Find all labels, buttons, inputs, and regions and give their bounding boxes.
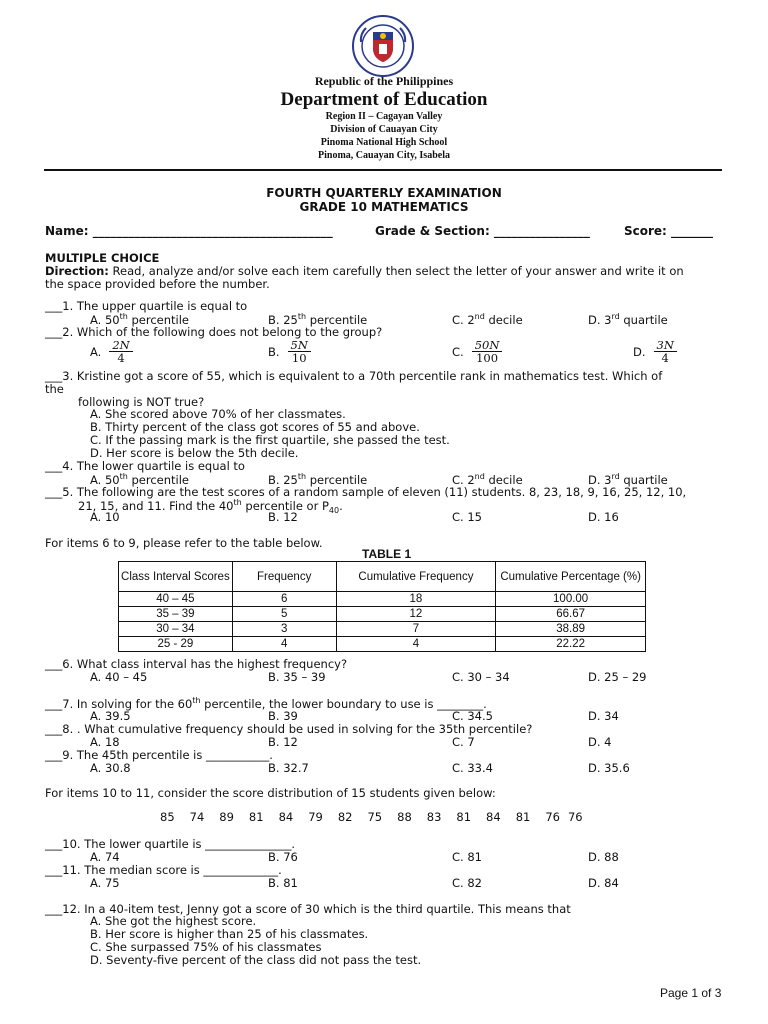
header-division: Division of Cauayan City bbox=[330, 124, 438, 135]
q8-choice-a[interactable]: A. 18 bbox=[90, 735, 120, 749]
q1-choice-c[interactable]: C. 2nd decile bbox=[452, 312, 523, 327]
question-3-stem-3: following is NOT true? bbox=[78, 395, 205, 409]
grade-section-field[interactable]: Grade & Section: ________________ bbox=[375, 224, 590, 238]
deped-seal-emblem bbox=[346, 14, 420, 78]
question-6-stem: ___6. What class interval has the highest frequency? bbox=[45, 657, 348, 671]
q6-choice-d[interactable]: D. 25 – 29 bbox=[588, 670, 647, 684]
header-republic: Republic of the Philippines bbox=[314, 74, 454, 88]
q5-choice-c[interactable]: C. 15 bbox=[452, 510, 482, 524]
score-value: 81 bbox=[456, 810, 472, 824]
frequency-table bbox=[118, 561, 646, 652]
q9-choice-b[interactable]: B. 32.7 bbox=[268, 761, 309, 775]
section-heading: MULTIPLE CHOICE bbox=[45, 251, 160, 265]
q6-choice-b[interactable]: B. 35 – 39 bbox=[268, 670, 326, 684]
deped-seal bbox=[346, 14, 420, 78]
q6-choice-c[interactable]: C. 30 – 34 bbox=[452, 670, 510, 684]
q10-choice-d[interactable]: D. 88 bbox=[588, 850, 619, 864]
q8-choice-d[interactable]: D. 4 bbox=[588, 735, 612, 749]
q12-choice-b[interactable]: B. Her score is higher than 25 of his classmates. bbox=[90, 927, 369, 941]
q8-choice-b[interactable]: B. 12 bbox=[268, 735, 298, 749]
score-value: 75 bbox=[367, 810, 383, 824]
table-row: 35 – 39 5 12 66.67 bbox=[119, 607, 646, 622]
q3-choice-b[interactable]: B. Thirty percent of the class got scores of 55 and above. bbox=[90, 420, 420, 434]
question-2-stem: ___2. Which of the following does not belong to the group? bbox=[45, 325, 383, 339]
q11-choice-a[interactable]: A. 75 bbox=[90, 876, 120, 890]
score-value: 76 bbox=[567, 810, 583, 824]
score-value: 83 bbox=[426, 810, 442, 824]
q11-choice-b[interactable]: B. 81 bbox=[268, 876, 298, 890]
table-caption: TABLE 1 bbox=[362, 547, 412, 561]
question-9-stem: ___9. The 45th percentile is ___________. bbox=[45, 748, 273, 762]
table-row: 30 – 34 3 7 38.89 bbox=[119, 622, 646, 637]
q7-choice-b[interactable]: B. 39 bbox=[268, 709, 298, 723]
table-intro: For items 6 to 9, please refer to the table below. bbox=[45, 536, 323, 550]
question-4-stem: ___4. The lower quartile is equal to bbox=[45, 459, 245, 473]
q4-choice-b[interactable]: B. 25th percentile bbox=[268, 472, 368, 487]
q5-choice-b[interactable]: B. 12 bbox=[268, 510, 298, 524]
q3-choice-c[interactable]: C. If the passing mark is the first quartile, she passed the test. bbox=[90, 433, 450, 447]
question-8-stem: ___8. . What cumulative frequency should be used in solving for the 35th percentile? bbox=[45, 722, 533, 736]
score-value: 88 bbox=[397, 810, 412, 824]
table-header-cell: Cumulative Frequency bbox=[336, 562, 496, 592]
q9-choice-d[interactable]: D. 35.6 bbox=[588, 761, 630, 775]
question-5-stem: ___5. The following are the test scores of a random sample of eleven (11) students. 8, 23, 18, 9, 16, 25, 12, 10, bbox=[45, 485, 687, 499]
direction-line-2: the space provided before the number. bbox=[45, 277, 270, 291]
scores-intro: For items 10 to 11, consider the score distribution of 15 students given below: bbox=[45, 786, 496, 800]
q3-choice-d[interactable]: D. Her score is below the 5th decile. bbox=[90, 446, 299, 460]
q9-choice-a[interactable]: A. 30.8 bbox=[90, 761, 131, 775]
q9-choice-c[interactable]: C. 33.4 bbox=[452, 761, 493, 775]
q5-choice-a[interactable]: A. 10 bbox=[90, 510, 120, 524]
q10-choice-b[interactable]: B. 76 bbox=[268, 850, 298, 864]
exam-title: FOURTH QUARTERLY EXAMINATION bbox=[266, 186, 502, 200]
direction-line-1: Direction: Read, analyze and/or solve each item carefully then select the letter of your answer and write it on bbox=[45, 264, 684, 278]
table-row: 40 – 45 6 18 100.00 bbox=[119, 592, 646, 607]
score-value: 89 bbox=[219, 810, 234, 824]
header-divider bbox=[44, 169, 722, 171]
q11-choice-c[interactable]: C. 82 bbox=[452, 876, 482, 890]
question-7-stem: ___7. In solving for the 60th percentile, the lower boundary to use is ________. bbox=[45, 696, 487, 711]
score-value: 84 bbox=[278, 810, 294, 824]
score-value: 74 bbox=[189, 810, 205, 824]
table-header-cell: Class Interval Scores bbox=[119, 562, 233, 592]
q4-choice-d[interactable]: D. 3rd quartile bbox=[588, 472, 668, 487]
table-header-cell: Cumulative Percentage (%) bbox=[496, 562, 646, 592]
exam-subject: GRADE 10 MATHEMATICS bbox=[299, 200, 469, 214]
score-value: 79 bbox=[308, 810, 323, 824]
q12-choice-c[interactable]: C. She surpassed 75% of his classmates bbox=[90, 940, 322, 954]
q1-choice-a[interactable]: A. 50th percentile bbox=[90, 312, 189, 327]
question-1-stem: ___1. The upper quartile is equal to bbox=[45, 299, 248, 313]
score-value: 81 bbox=[248, 810, 264, 824]
q3-choice-a[interactable]: A. She scored above 70% of her classmates. bbox=[90, 407, 346, 421]
question-12-stem: ___12. In a 40-item test, Jenny got a score of 30 which is the third quartile. This means that bbox=[45, 902, 571, 916]
header-region: Region II – Cagayan Valley bbox=[325, 111, 443, 122]
q2-choice-b[interactable]: B. $\frac{5N}{10}$ bbox=[268, 339, 311, 364]
score-value: 82 bbox=[337, 810, 353, 824]
q7-choice-c[interactable]: C. 34.5 bbox=[452, 709, 493, 723]
q2-choice-a[interactable]: A. $\frac{2N}{4}$ bbox=[90, 339, 133, 364]
header-address: Pinoma, Cauayan City, Isabela bbox=[318, 150, 450, 161]
q4-choice-a[interactable]: A. 50th percentile bbox=[90, 472, 189, 487]
q1-choice-d[interactable]: D. 3rd quartile bbox=[588, 312, 668, 327]
table-header-cell: Frequency bbox=[232, 562, 336, 592]
q12-choice-a[interactable]: A. She got the highest score. bbox=[90, 914, 257, 928]
q7-choice-a[interactable]: A. 39.5 bbox=[90, 709, 131, 723]
header-department: Department of Education bbox=[280, 89, 488, 110]
q7-choice-d[interactable]: D. 34 bbox=[588, 709, 619, 723]
q10-choice-c[interactable]: C. 81 bbox=[452, 850, 482, 864]
q8-choice-c[interactable]: C. 7 bbox=[452, 735, 475, 749]
score-value: 76 bbox=[545, 810, 560, 824]
score-value: 81 bbox=[515, 810, 531, 824]
question-11-stem: ___11. The median score is _____________. bbox=[45, 863, 282, 877]
q4-choice-c[interactable]: C. 2nd decile bbox=[452, 472, 523, 487]
q10-choice-a[interactable]: A. 74 bbox=[90, 850, 120, 864]
score-value: 84 bbox=[486, 810, 501, 824]
score-value: 85 bbox=[160, 810, 175, 824]
score-field[interactable]: Score: _______ bbox=[624, 224, 714, 238]
question-5-stem-2: 21, 15, and 11. Find the 40th percentile or $P_{40}$. bbox=[78, 498, 343, 516]
name-field[interactable]: Name: ________________________________________ bbox=[45, 224, 333, 238]
page-number: Page 1 of 3 bbox=[660, 986, 722, 1000]
table-row: 25 - 29 4 4 22.22 bbox=[119, 637, 646, 652]
q2-choice-c[interactable]: C. $\frac{50N}{100}$ bbox=[452, 339, 502, 364]
question-10-stem: ___10. The lower quartile is _______________. bbox=[45, 837, 296, 851]
header-school: Pinoma National High School bbox=[320, 137, 448, 148]
question-3-stem-2: the bbox=[45, 382, 64, 396]
q1-choice-b[interactable]: B. 25th percentile bbox=[268, 312, 368, 327]
q5-choice-d[interactable]: D. 16 bbox=[588, 510, 619, 524]
q2-choice-d[interactable]: D. $\frac{3N}{4}$ bbox=[633, 339, 677, 364]
q12-choice-d[interactable]: D. Seventy-five percent of the class did not pass the test. bbox=[90, 953, 422, 967]
question-3-stem: ___3. Kristine got a score of 55, which is equivalent to a 70th percentile rank in mathematics test. Which of bbox=[45, 369, 663, 383]
q11-choice-d[interactable]: D. 84 bbox=[588, 876, 619, 890]
score-distribution bbox=[160, 810, 598, 824]
direction-label: Direction: bbox=[45, 264, 109, 278]
q6-choice-a[interactable]: A. 40 – 45 bbox=[90, 670, 148, 684]
